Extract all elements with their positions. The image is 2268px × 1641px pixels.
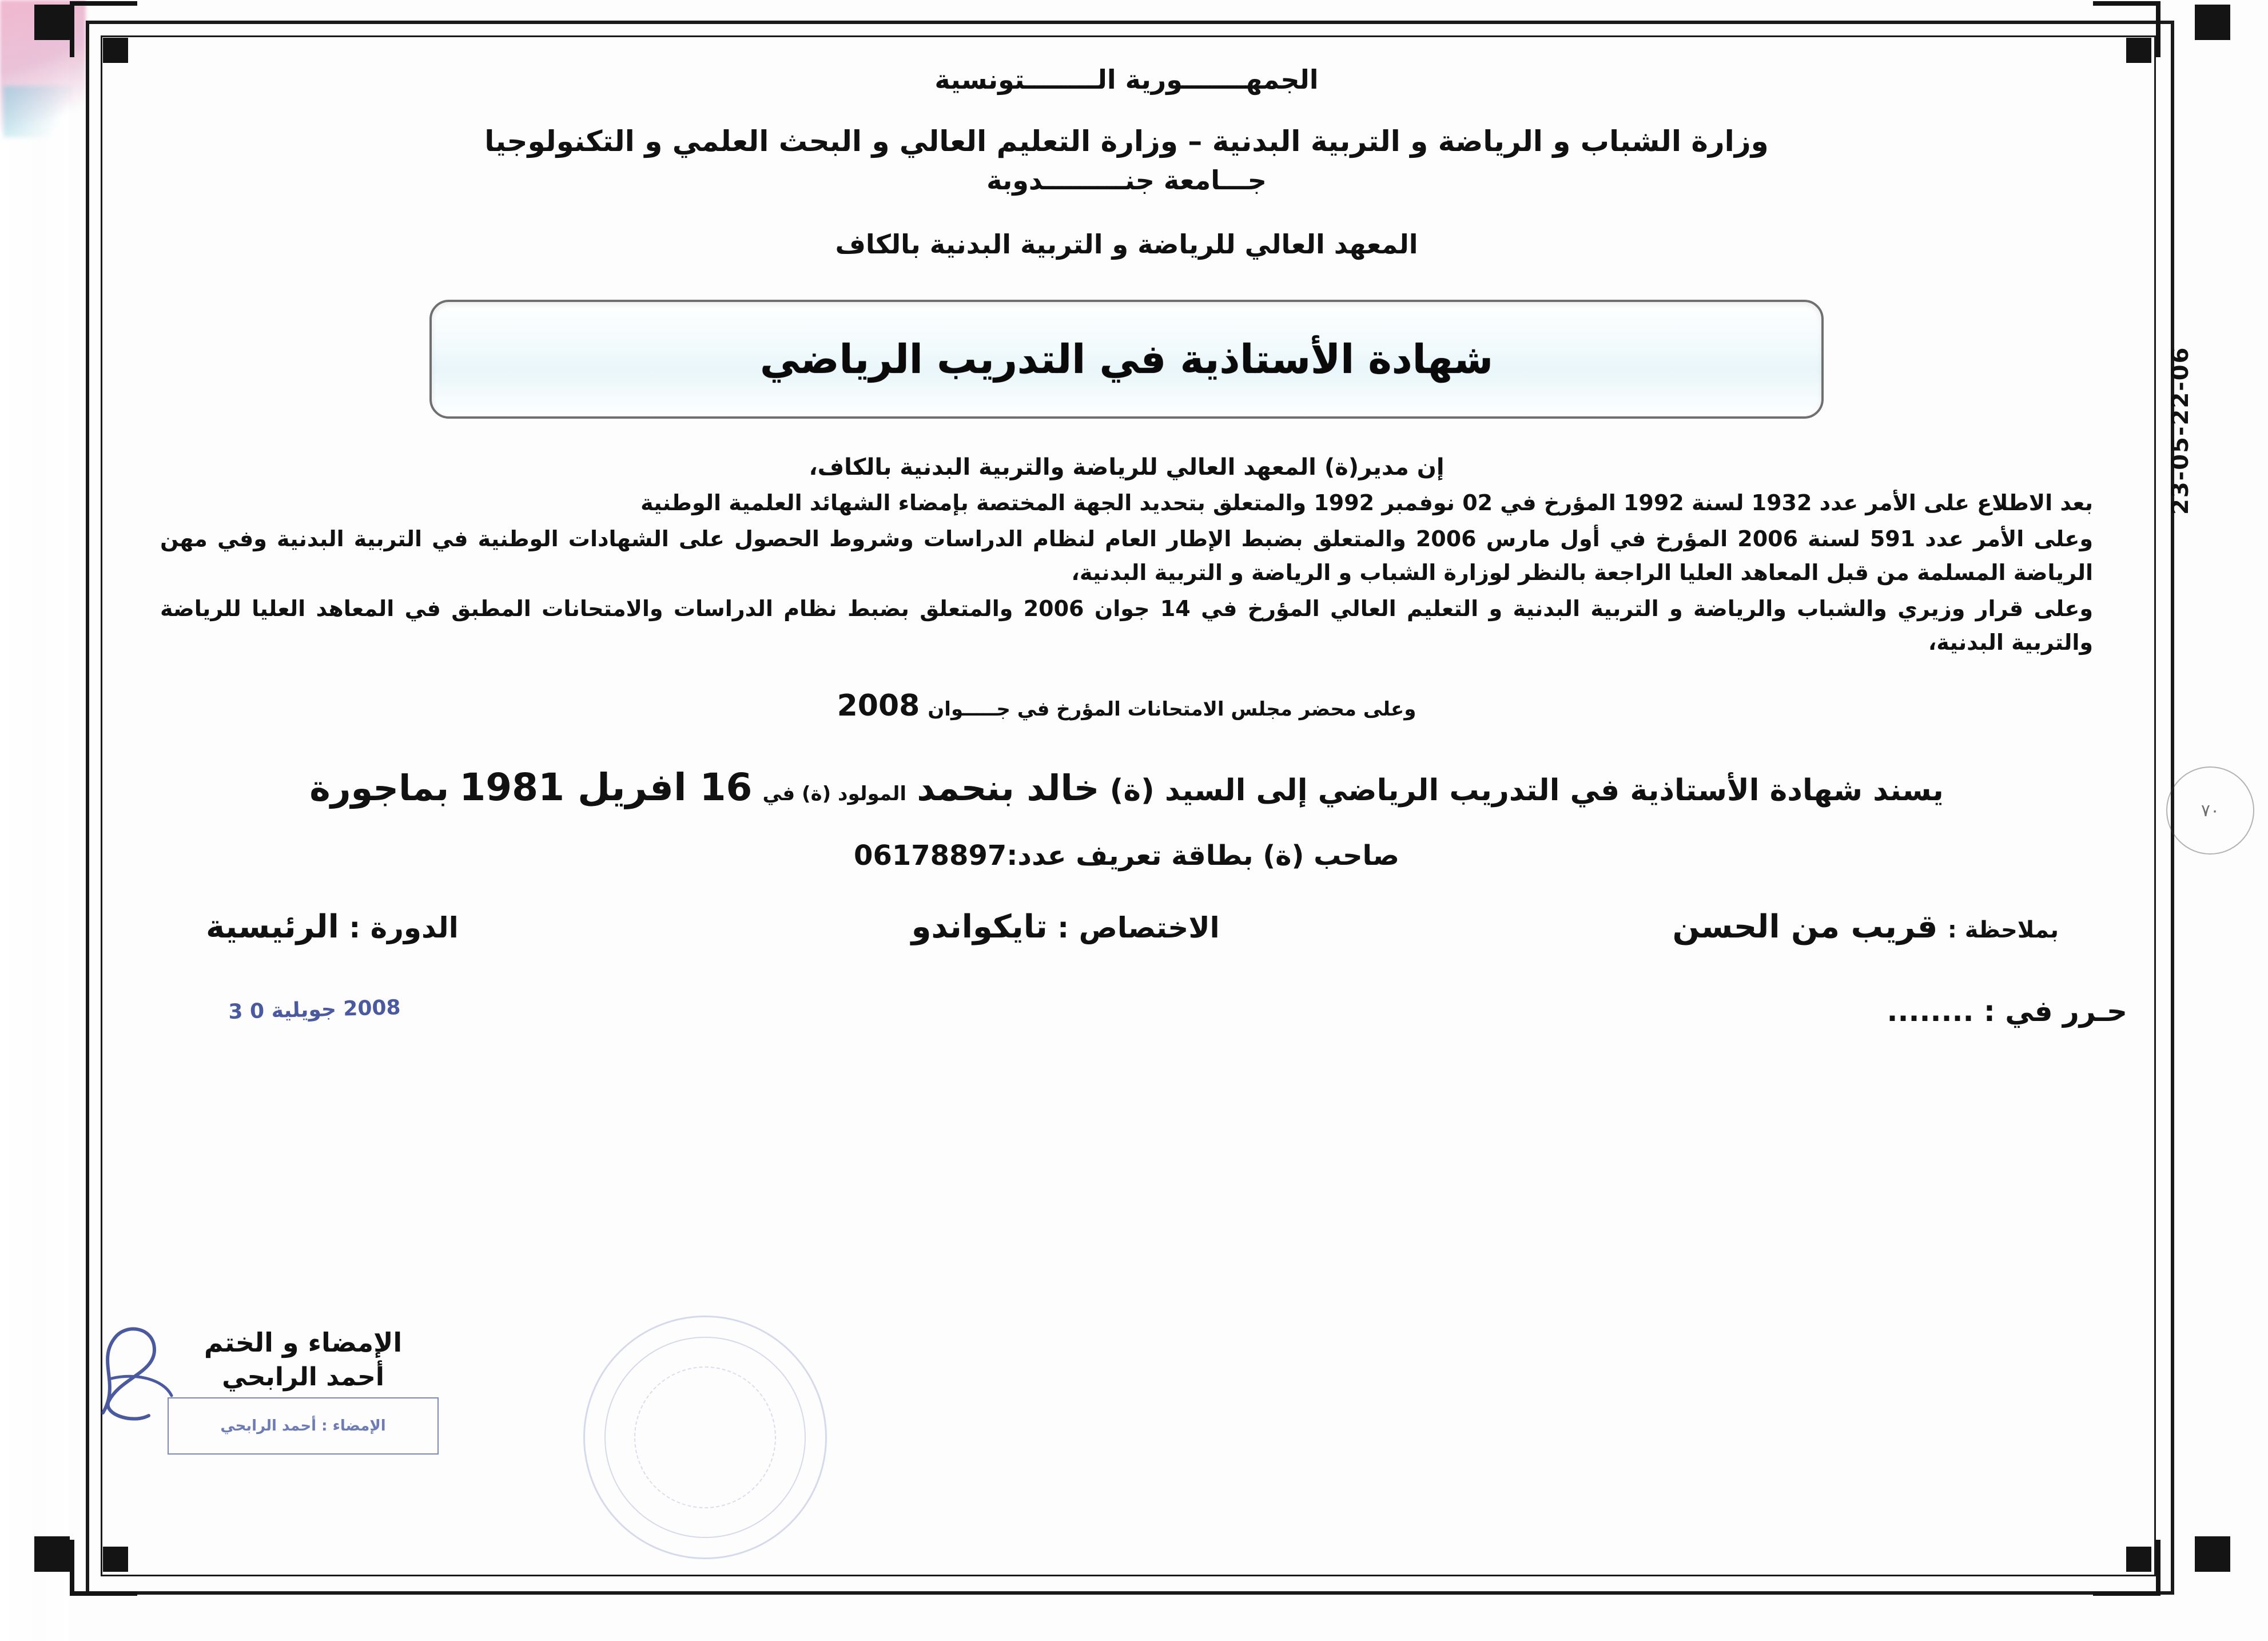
institute-heading: المعهد العالي للرياضة و التربية البدنية بالكاف bbox=[835, 229, 1418, 260]
corner-square-inner-bottom-right bbox=[2126, 1547, 2151, 1572]
birth-date: 16 افريل 1981 bbox=[459, 765, 753, 810]
legal-body bbox=[126, 454, 2127, 723]
award-prefix: يسند شهادة الأستاذية في التدريب الرياضي إلى السيد (ة) bbox=[1109, 773, 1944, 808]
details-row bbox=[126, 908, 2127, 945]
session-cell bbox=[206, 908, 459, 945]
speciality-value: تايكواندو bbox=[911, 908, 1048, 945]
reference-code: 23-05-22-06 bbox=[2167, 346, 2194, 515]
award-sentence bbox=[126, 762, 2127, 813]
written-at-label: حـرر في : ........ bbox=[1887, 994, 2127, 1028]
certificate-content bbox=[126, 51, 2127, 1550]
id-card-line bbox=[126, 840, 2127, 872]
corner-square-inner-top-left bbox=[103, 38, 128, 63]
mention-cell bbox=[1673, 908, 2059, 945]
speciality-cell bbox=[912, 908, 1220, 945]
birth-place: بماجورة bbox=[309, 767, 449, 809]
signature-block bbox=[86, 1327, 520, 1455]
speciality-label: الاختصاص : bbox=[1057, 911, 1220, 944]
legal-clause-2: وعلى الأمر عدد 591 لسنة 2006 المؤرخ في أول مارس 2006 والمتعلق بضبط الإطار العام لنظام الدراسات وشروط الحصول على الشهادات الوطنية في التربية البدنية وفي مهن الرياضة المسلمة من قبل المعاهد العليا الراجعة بالنظر لوزارة الشباب و الرياضة و التربية البدنية، bbox=[160, 526, 2094, 585]
corner-square-inner-top-right bbox=[2126, 38, 2151, 63]
scan-smudge-cyan bbox=[3, 86, 72, 137]
legal-clause-1: بعد الاطلاع على الأمر عدد 1932 لسنة 1992 المؤرخ في 02 نوفمبر 1992 والمتعلق بتحديد الجهة المختصة بإمضاء الشهائد العلمية الوطنية bbox=[640, 490, 2093, 515]
birth-label: المولود (ة) في bbox=[762, 782, 907, 806]
side-seal-icon: ٧٠ bbox=[2166, 766, 2254, 855]
scan-edge-artifact bbox=[0, 0, 69, 1641]
session-value: الرئيسية bbox=[206, 908, 339, 945]
university-heading: جـــامعة جنـــــــــدوبة bbox=[986, 165, 1267, 196]
id-card-label: صاحب (ة) بطاقة تعريف عدد: bbox=[1006, 839, 1399, 872]
signature-stamp-box: الإمضاء : أحمد الرابحي bbox=[168, 1397, 439, 1455]
date-stamp: 2008 جويلية 0 3 bbox=[228, 995, 401, 1024]
legal-clause-3: وعلى قرار وزيري والشباب والرياضة و التربية البدنية و التعليم العالي المؤرخ في 14 جوان 2006 والمتعلق بضبط نظام الدراسات والامتحانات المطبق في المعاهد العليا للرياضة والتربية البدنية، bbox=[160, 595, 2093, 655]
director-line: إن مدير(ة) المعهد العالي للرياضة والتربية البدنية بالكاف، bbox=[809, 454, 1445, 480]
corner-square-top-right bbox=[2195, 5, 2230, 40]
signatory-name: أحمد الرابحي bbox=[222, 1362, 384, 1392]
session-label: الدورة : bbox=[349, 911, 459, 944]
id-card-number: 06178897 bbox=[854, 839, 1007, 872]
corner-square-bottom-left bbox=[34, 1536, 70, 1572]
embossed-round-seal bbox=[583, 1316, 827, 1559]
certificate-title-plaque bbox=[429, 300, 1824, 419]
recipient-name: خالد بنحمد bbox=[917, 767, 1100, 809]
corner-square-bottom-right bbox=[2195, 1536, 2230, 1572]
republic-heading: الجمهـــــــورية الــــــــتونسية bbox=[934, 64, 1319, 95]
mention-value: قريب من الحسن bbox=[1672, 908, 1938, 945]
mention-label: بملاحظة : bbox=[1947, 916, 2059, 943]
exam-minutes-year: 2008 bbox=[837, 689, 920, 724]
signature-title: الإمضاء و الختم bbox=[204, 1327, 403, 1358]
exam-minutes-line bbox=[160, 689, 2093, 723]
certificate-title: شهادة الأستاذية في التدريب الرياضي bbox=[760, 336, 1494, 383]
corner-square-inner-bottom-left bbox=[103, 1547, 128, 1572]
ministries-heading: وزارة الشباب و الرياضة و التربية البدنية – وزارة التعليم العالي و البحث العلمي و التكنولوجيا bbox=[484, 125, 1769, 158]
corner-square-top-left bbox=[34, 5, 70, 40]
exam-minutes-prefix: وعلى محضر مجلس الامتحانات المؤرخ في جـــــوان bbox=[928, 698, 1416, 721]
written-at-line bbox=[126, 995, 2127, 1028]
